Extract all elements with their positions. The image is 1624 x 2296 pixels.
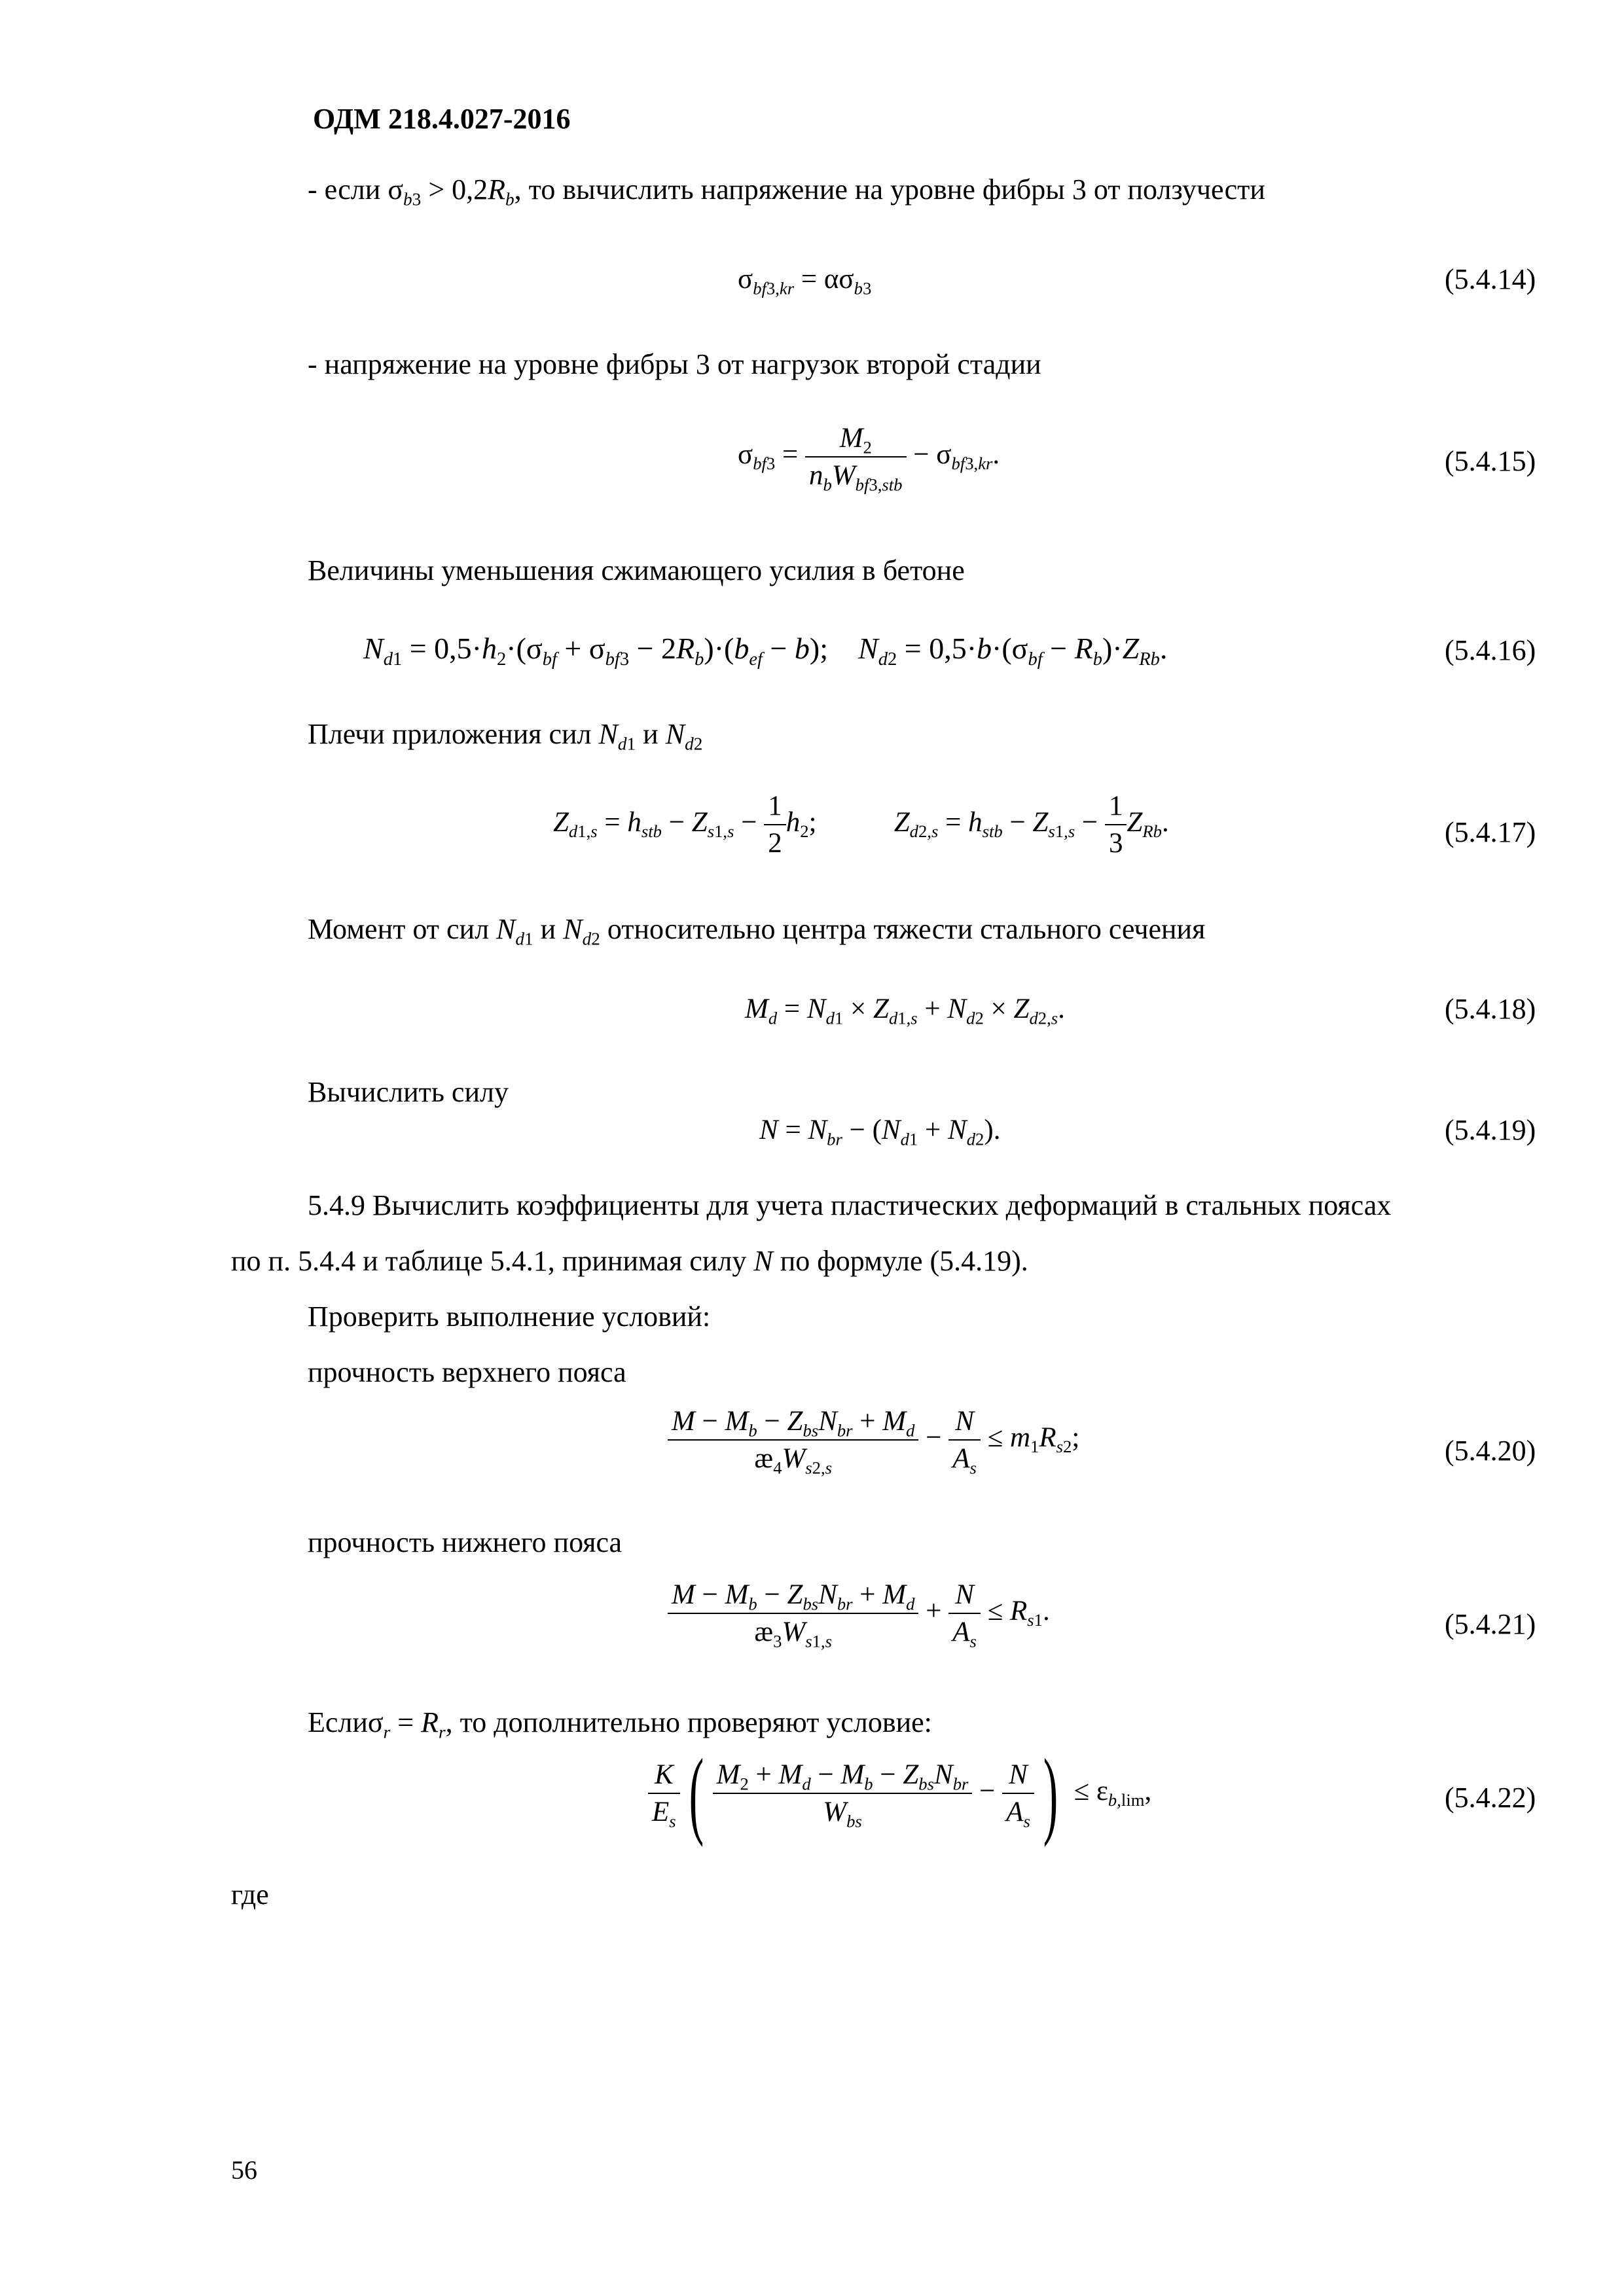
text-line-condition: - если $\sigma_{b3} > 0,2R_b$, то вычислить напряжение на уровне фибры 3 от ползучести [308,173,1265,209]
formula-5-4-22: $\frac{K}{E_s}$ ( $\frac{M_2 + M_d - M_b - Z_{bs}N_{br}}{W_{bs}}$ − $\frac{N}{A_s}$ ) ≤ $\varepsilon_{b,lim}$, [648,1744,1151,1842]
formula-5-4-15: $\sigma_{bf3}$ = $\frac{M_2}{n_bW_{bf3,stb}}$ − $\sigma_{bf3,kr}$. [738,423,1000,495]
formula-5-4-21: $\frac{M - M_b - Z_{bs}N_{br} + M_d}{æ_3W_{s1,s}}$ + $\frac{N}{A_s}$ ≤ $R_{s1}$. [668,1581,1050,1646]
text-where: где [231,1878,269,1910]
text-line-lower-flange: прочность нижнего пояса [308,1526,623,1558]
page-number: 56 [231,2155,257,2185]
text-line-lever-arms: Плечи приложения сил $N_{d1}$ и $N_{d2}$ [308,718,703,754]
equation-number-5-4-15: (5.4.15) [1445,445,1536,477]
condition-formula: $\sigma_r = R_r$ [367,1706,446,1742]
equation-number-5-4-21: (5.4.21) [1445,1608,1536,1640]
paragraph-5-4-9-line1: 5.4.9 Вычислить коэффициенты для учета пластических деформаций в стальных поясах [308,1189,1392,1221]
formula-5-4-18: $M_d = N_{d1} \times Z_{d1,s} + N_{d2} \times Z_{d2,s}$. [745,994,1065,1028]
formula-5-4-19: $N = N_{br} - (N_{d1} + N_{d2})$. [759,1115,1001,1149]
equation-number-5-4-17: (5.4.17) [1445,816,1536,848]
equation-number-5-4-14: (5.4.14) [1445,263,1536,295]
fraction-main: $\frac{M - M_b - Z_{bs}N_{br} + M_d}{æ_3W_{s1,s}}$ [668,1581,918,1646]
fraction-main: $\frac{M - M_b - Z_{bs}N_{br} + M_d}{æ_4W_{s2,s}}$ [668,1407,918,1473]
fraction-k-over-es: $\frac{K}{E_s}$ [648,1761,680,1826]
paragraph-5-4-9-line2: по п. 5.4.4 и таблице 5.4.1, принимая силу N по формуле (5.4.19). [231,1245,1028,1277]
formula-5-4-14: $\sigma_{bf3,kr} = \alpha\sigma_{b3}$ [738,264,872,298]
formula-5-4-17: $Z_{d1,s} = h_{stb} - Z_{s1,s}$ − $\frac{1}{2}$ $h_2$; $Z_{d2,s} = h_{stb} - Z_{s1,s}$ − $\frac{1}{3}$ $Z_{Rb}$. [553,791,1169,859]
fraction-one-third: $\frac{1}{3}$ [1105,792,1127,857]
fraction-n-over-a: $\frac{N}{A_s}$ [948,1407,981,1473]
formula-5-4-16: $N_{d1} = 0,5\cdot h_2\cdot(\sigma_{bf} + \sigma_{bf3} - 2R_b)\cdot(b_{ef} - b)$; $N_{d2} = 0,5\cdot b\cdot(\sigma_{bf} - R_b)\cdot Z_{Rb}$. [363,632,1168,670]
text-line-reduction: Величины уменьшения сжимающего усилия в бетоне [308,554,965,586]
text-line-compute-force: Вычислить силу [308,1076,509,1108]
text-line-moment: Момент от сил $N_{d1}$ и $N_{d2}$ относительно центра тяжести стального сечения [308,913,1206,949]
condition-formula: $\sigma_{b3} > 0,2R_b$ [388,173,514,209]
document-header: ОДМ 218.4.027-2016 [313,103,571,135]
equation-number-5-4-20: (5.4.20) [1445,1435,1536,1467]
fraction-n-over-a: $\frac{N}{A_s}$ [948,1581,981,1646]
equation-number-5-4-22: (5.4.22) [1445,1782,1536,1814]
text-line-if-condition: Еслиσ$_r$ = $R_r$, то дополнительно проверяют условие: [308,1706,932,1742]
text-line-upper-flange: прочность верхнего пояса [308,1356,626,1388]
fraction-n-over-a: $\frac{N}{A_s}$ [1002,1761,1034,1826]
equation-number-5-4-16: (5.4.16) [1445,634,1536,666]
equation-number-5-4-19: (5.4.19) [1445,1114,1536,1146]
equation-number-5-4-18: (5.4.18) [1445,993,1536,1025]
fraction-main: $\frac{M_2 + M_d - M_b - Z_{bs}N_{br}}{W_{bs}}$ [713,1761,973,1826]
fraction-one-half: $\frac{1}{2}$ [764,792,786,857]
formula-5-4-20: $\frac{M - M_b - Z_{bs}N_{br} + M_d}{æ_4W_{s2,s}}$ − $\frac{N}{A_s}$ ≤ $m_1R_{s2}$; [668,1407,1079,1473]
text-line-stage2-stress: - напряжение на уровне фибры 3 от нагрузок второй стадии [308,348,1041,380]
text-line-check-conditions: Проверить выполнение условий: [308,1300,711,1333]
fraction: $\frac{M_2}{n_bW_{bf3,stb}}$ [805,424,907,490]
